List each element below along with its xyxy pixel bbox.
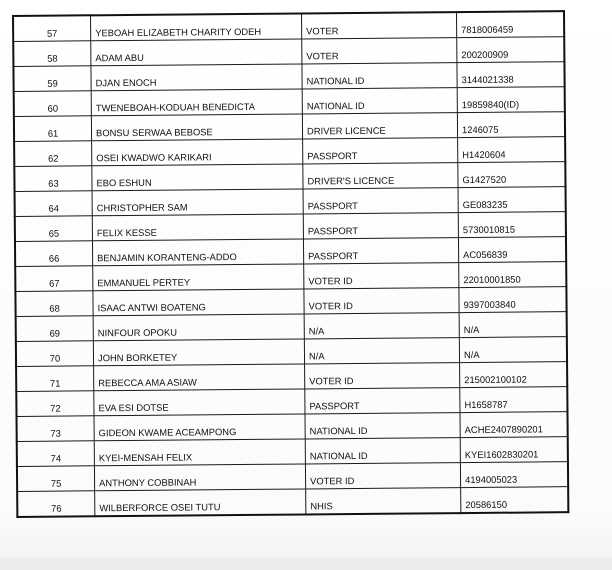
id-type-cell: N/A xyxy=(304,313,459,339)
name-cell: EVA ESI DOTSE xyxy=(94,389,305,416)
row-number-cell: 68 xyxy=(15,291,93,317)
name-cell: JOHN BORKETEY xyxy=(93,339,304,366)
id-number-cell: 19859840(ID) xyxy=(457,87,565,113)
row-number-cell: 60 xyxy=(14,91,92,117)
id-number-cell: 4194005023 xyxy=(460,462,568,488)
name-cell: BENJAMIN KORANTENG-ADDO xyxy=(92,239,303,266)
id-number-cell: 3144021338 xyxy=(457,62,565,88)
id-number-cell: AC056839 xyxy=(458,237,566,263)
id-type-cell: VOTER ID xyxy=(305,463,460,489)
name-cell: ANTHONY COBBINAH xyxy=(94,464,305,491)
name-cell: EMMANUEL PERTEY xyxy=(93,264,304,291)
id-type-cell: NATIONAL ID xyxy=(305,413,460,439)
name-cell: YEBOAH ELIZABETH CHARITY ODEH xyxy=(91,13,302,40)
name-cell: CHRISTOPHER SAM xyxy=(92,189,303,216)
name-cell: ISAAC ANTWI BOATENG xyxy=(93,289,304,316)
id-type-cell: PASSPORT xyxy=(303,213,458,239)
id-number-cell: 1246075 xyxy=(457,112,565,138)
id-number-cell: 5730010815 xyxy=(458,212,566,238)
id-type-cell: VOTER xyxy=(302,38,457,64)
name-cell: GIDEON KWAME ACEAMPONG xyxy=(94,414,305,441)
row-number-cell: 73 xyxy=(17,416,95,442)
name-cell: NINFOUR OPOKU xyxy=(93,314,304,341)
name-cell: ADAM ABU xyxy=(91,39,302,66)
row-number-cell: 76 xyxy=(17,491,95,517)
id-number-cell: ACHE2407890201 xyxy=(460,412,568,438)
id-type-cell: VOTER ID xyxy=(304,288,459,314)
name-cell: KYEI-MENSAH FELIX xyxy=(94,439,305,466)
id-number-cell: N/A xyxy=(459,337,567,363)
id-number-cell: 9397003840 xyxy=(459,287,567,313)
scan-bottom-edge xyxy=(0,557,612,570)
row-number-cell: 65 xyxy=(15,216,93,242)
id-type-cell: NATIONAL ID xyxy=(305,438,460,464)
id-type-cell: VOTER xyxy=(301,12,456,39)
name-cell: BONSU SERWAA BEBOSE xyxy=(91,114,302,141)
row-number-cell: 57 xyxy=(13,15,91,41)
id-type-cell: NHIS xyxy=(306,488,461,515)
row-number-cell: 72 xyxy=(16,391,94,417)
row-number-cell: 66 xyxy=(15,241,93,267)
row-number-cell: 58 xyxy=(13,41,91,67)
row-number-cell: 61 xyxy=(14,116,92,142)
id-type-cell: VOTER ID xyxy=(305,363,460,389)
id-type-cell: VOTER ID xyxy=(304,263,459,289)
id-number-cell: KYEI1602830201 xyxy=(460,437,568,463)
id-type-cell: N/A xyxy=(304,338,459,364)
name-cell: WILBERFORCE OSEI TUTU xyxy=(95,489,306,516)
row-number-cell: 67 xyxy=(15,266,93,292)
table-row xyxy=(17,487,568,517)
register-table-body xyxy=(13,11,568,517)
name-cell: FELIX KESSE xyxy=(92,214,303,241)
row-number-cell: 64 xyxy=(15,191,93,217)
id-number-cell: N/A xyxy=(459,312,567,338)
id-type-cell: NATIONAL ID xyxy=(302,88,457,114)
id-number-cell: 215002100102 xyxy=(460,362,568,388)
row-number-cell: 71 xyxy=(16,366,94,392)
row-number-cell: 75 xyxy=(17,466,95,492)
id-type-cell: PASSPORT xyxy=(303,138,458,164)
row-number-cell: 62 xyxy=(14,141,92,167)
name-cell: OSEI KWADWO KARIKARI xyxy=(92,139,303,166)
id-type-cell: PASSPORT xyxy=(303,188,458,214)
id-number-cell: G1427520 xyxy=(458,162,566,188)
id-type-cell: PASSPORT xyxy=(303,238,458,264)
id-number-cell: H1420604 xyxy=(458,137,566,163)
id-type-cell: NATIONAL ID xyxy=(302,63,457,89)
id-number-cell: 200200909 xyxy=(457,37,565,63)
name-cell: TWENEBOAH-KODUAH BENEDICTA xyxy=(91,89,302,116)
row-number-cell: 59 xyxy=(13,66,91,92)
row-number-cell: 63 xyxy=(14,166,92,192)
id-number-cell: H1658787 xyxy=(460,387,568,413)
name-cell: EBO ESHUN xyxy=(92,164,303,191)
row-number-cell: 69 xyxy=(16,316,94,342)
row-number-cell: 74 xyxy=(17,441,95,467)
id-type-cell: PASSPORT xyxy=(305,388,460,414)
id-number-cell: 20586150 xyxy=(461,487,569,513)
register-table xyxy=(12,10,569,518)
id-number-cell: 22010001850 xyxy=(459,262,567,288)
name-cell: DJAN ENOCH xyxy=(91,64,302,91)
id-type-cell: DRIVER'S LICENCE xyxy=(303,163,458,189)
id-type-cell: DRIVER LICENCE xyxy=(302,113,457,139)
name-cell: REBECCA AMA ASIAW xyxy=(94,364,305,391)
id-number-cell: 7818006459 xyxy=(456,11,564,37)
id-number-cell: GE083235 xyxy=(458,187,566,213)
row-number-cell: 70 xyxy=(16,341,94,367)
